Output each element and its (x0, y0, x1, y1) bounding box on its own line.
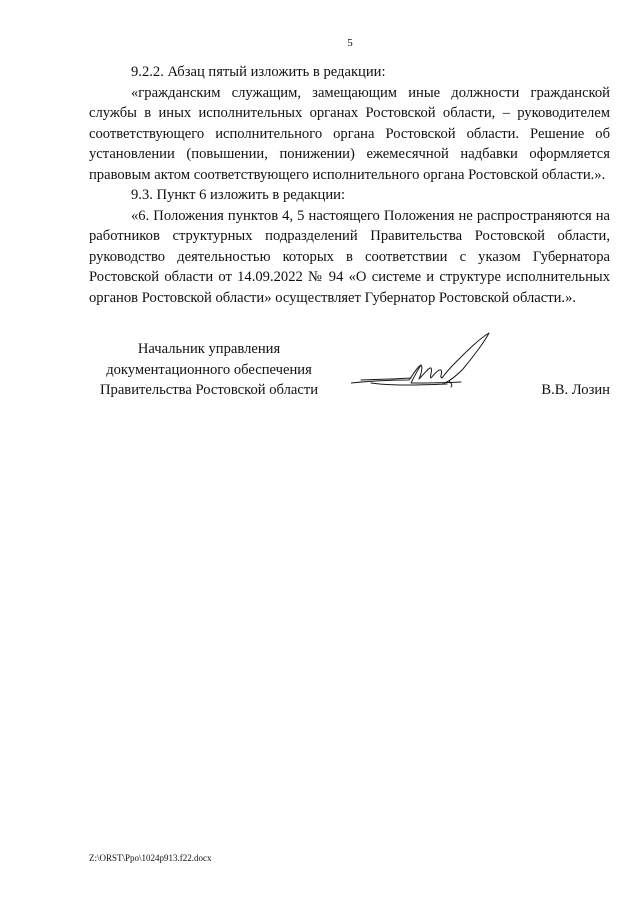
signer-position (89, 339, 329, 401)
handwritten-signature (351, 331, 501, 391)
signer-position-line: документационного обеспечения (106, 361, 312, 378)
signature-block (89, 339, 610, 399)
paragraph-9-3: 9.3. Пункт 6 изложить в редакции: (131, 187, 346, 203)
footer-file-path: Z:\ORST\Ppo\1024p913.f22.docx (89, 853, 212, 863)
page-number: 5 (347, 37, 353, 49)
paragraph-quote-civil-servants: «гражданским служащим, замещающим иные должности гражданской службы в иных исполнительных органах Ростовской области, – руководителем соответствующего исполнительного органа Ростовской области. Решение об установлении (повышении, понижении) ежемесячной надбавки оформляется правовым актом соответствующего исполнительного органа Ростовской области.». (89, 84, 610, 183)
signer-position-line: Правительства Ростовской области (99, 382, 319, 398)
paragraph-9-2-2: 9.2.2. Абзац пятый изложить в редакции: (131, 64, 386, 80)
paragraph-quote-point-6: «6. Положения пунктов 4, 5 настоящего Положения не распространяются на работников структурных подразделений Правительства Ростовской области, руководство деятельностью которых в соответствии с указом Губернатора Ростовской области от 14.09.2022 № 94 «О системе и структуре исполнительных органов Ростовской области» осуществляет Губернатор Ростовской области.». (89, 207, 610, 306)
signer-position-line: Начальник управления (137, 341, 281, 357)
document-body (89, 62, 610, 308)
signer-name: В.В. Лозин (541, 382, 610, 398)
